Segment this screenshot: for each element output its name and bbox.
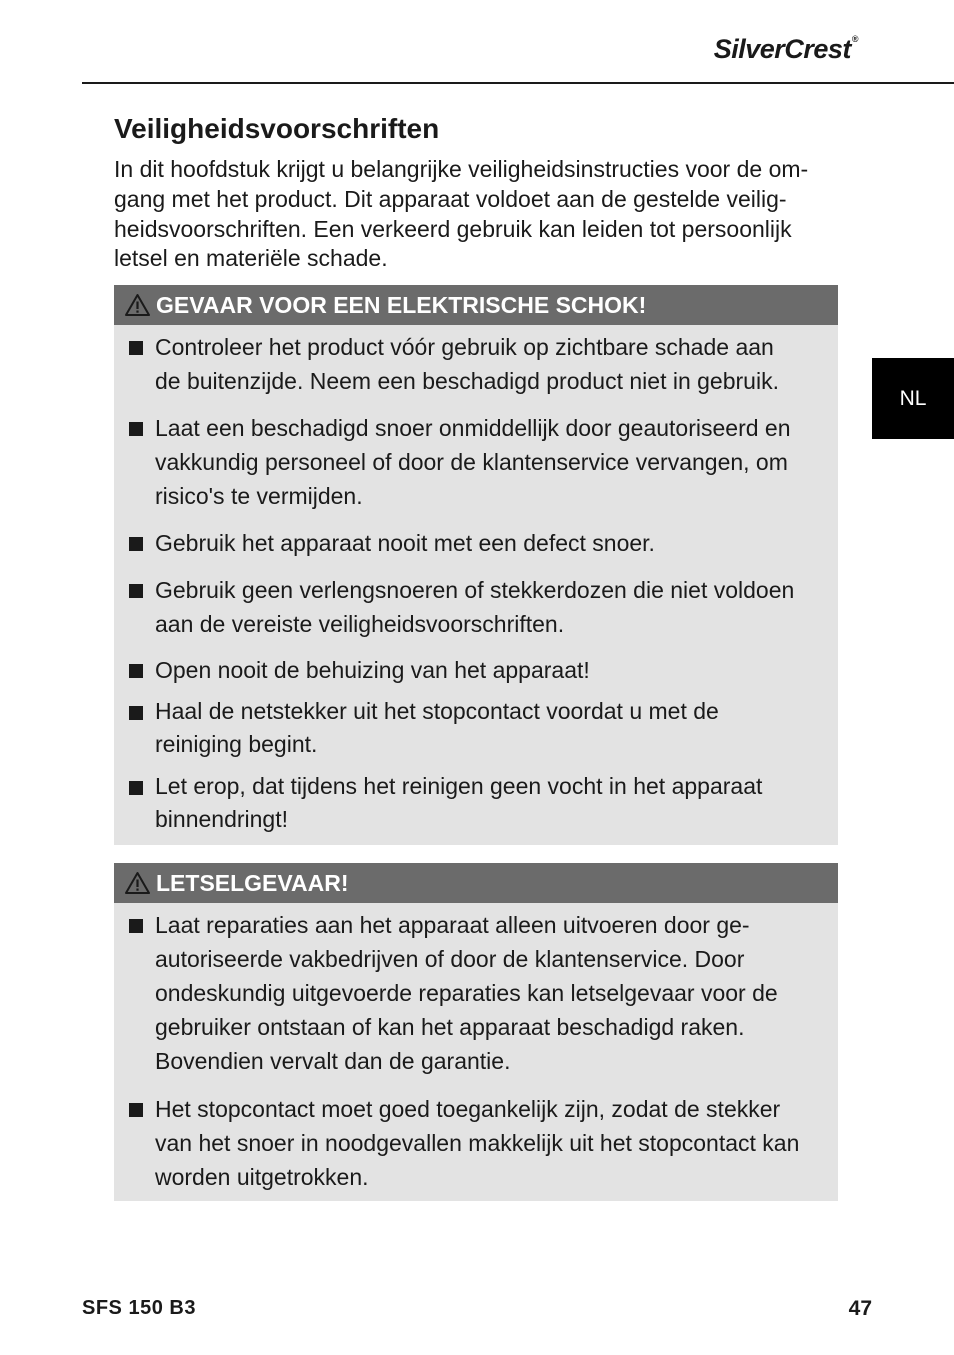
item-line: worden uitgetrokken.	[155, 1164, 369, 1190]
item-line: aan de vereiste veiligheidsvoorschriften.	[155, 611, 565, 637]
item-line: Bovendien vervalt dan de garantie.	[155, 1048, 511, 1074]
bullet-square-icon	[129, 781, 143, 795]
warning-heading: GEVAAR VOOR EEN ELEKTRISCHE SCHOK!	[156, 291, 647, 318]
item-line: vakkundig personeel of door de klantenservice vervangen, om	[155, 449, 788, 475]
warning-header	[114, 285, 838, 325]
item-line: de buitenzijde. Neem een beschadigd product niet in gebruik.	[155, 368, 779, 394]
language-label: NL	[899, 386, 927, 410]
item-line: Laat reparaties aan het apparaat alleen uitvoeren door ge-	[155, 912, 750, 938]
warning-box-injury	[114, 863, 838, 1201]
item-line: Het stopcontact moet goed toegankelijk zijn, zodat de stekker	[155, 1096, 781, 1122]
brand-logo	[714, 34, 858, 65]
section-title: Veiligheidsvoorschriften	[114, 113, 440, 144]
warning-triangle-icon	[124, 871, 151, 895]
item-line: gebruiker ontstaan of kan het apparaat beschadigd raken.	[155, 1014, 745, 1040]
bullet-square-icon	[129, 706, 143, 720]
bullet-square-icon	[129, 919, 143, 933]
item-line: reiniging begint.	[155, 731, 318, 757]
intro-paragraph	[114, 155, 834, 274]
bullet-square-icon	[129, 1103, 143, 1117]
intro-line: In dit hoofdstuk krijgt u belangrijke veiligheidsinstructies voor de om-	[114, 156, 809, 182]
bullet-square-icon	[129, 422, 143, 436]
footer-model: SFS 150 B3	[82, 1297, 196, 1319]
bullet-square-icon	[129, 537, 143, 551]
item-line: binnendringt!	[155, 806, 288, 832]
item-line: ondeskundig uitgevoerde reparaties kan letselgevaar voor de	[155, 980, 778, 1006]
item-line: Open nooit de behuizing van het apparaat!	[155, 657, 590, 683]
brand-name: SilverCrest	[713, 34, 851, 64]
item-line: Controleer het product vóór gebruik op zichtbare schade aan	[155, 334, 774, 360]
item-line: risico's te vermijden.	[155, 483, 363, 509]
bullet-square-icon	[129, 584, 143, 598]
intro-line: heidsvoorschriften. Een verkeerd gebruik kan leiden tot persoonlijk	[114, 215, 792, 242]
bullet-square-icon	[129, 341, 143, 355]
bullet-square-icon	[129, 664, 143, 678]
header-rule	[82, 82, 954, 84]
page-number: 47	[848, 1297, 872, 1320]
item-line: Laat een beschadigd snoer onmiddellijk door geautoriseerd en	[155, 415, 791, 441]
warning-triangle-icon	[124, 293, 151, 317]
warning-heading: LETSELGEVAAR!	[156, 869, 349, 896]
item-line: van het snoer in noodgevallen makkelijk uit het stopcontact kan	[155, 1130, 800, 1156]
intro-line: letsel en materiële schade.	[114, 245, 388, 272]
item-line: Gebruik geen verlengsnoeren of stekkerdozen die niet voldoen	[155, 577, 795, 603]
item-line: Let erop, dat tijdens het reinigen geen vocht in het apparaat	[155, 773, 763, 799]
intro-line: gang met het product. Dit apparaat voldoet aan de gestelde veilig-	[114, 185, 787, 212]
item-line: Haal de netstekker uit het stopcontact voordat u met de	[155, 698, 719, 724]
language-tab	[872, 358, 954, 439]
item-line: Gebruik het apparaat nooit met een defect snoer.	[155, 530, 655, 556]
item-line: autoriseerde vakbedrijven of door de klantenservice. Door	[155, 946, 745, 972]
warning-box-electric	[114, 285, 838, 845]
registered-mark: ®	[851, 34, 858, 44]
warning-header	[114, 863, 838, 903]
